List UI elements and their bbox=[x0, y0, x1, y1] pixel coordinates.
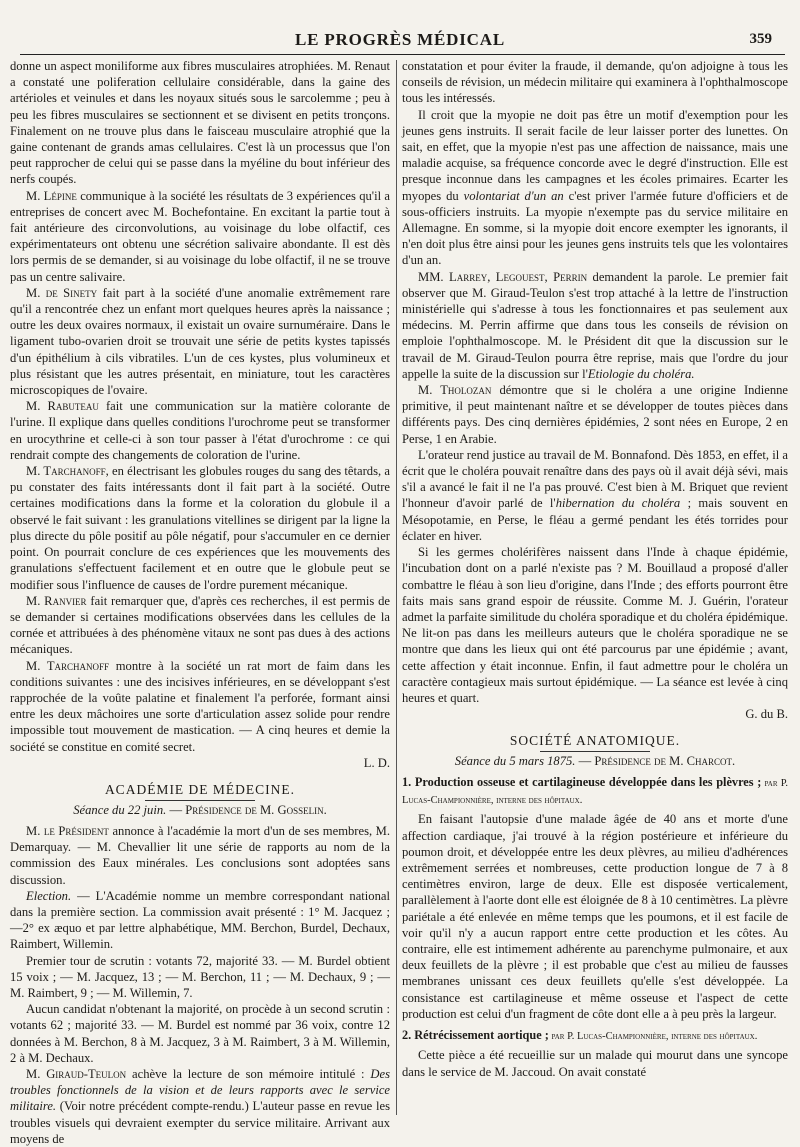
article-author: par P. Lucas-Championnière, interne des hôpitaux. bbox=[548, 1030, 758, 1042]
session-president: — Présidence de M. Gosselin. bbox=[166, 802, 327, 817]
paragraph bbox=[10, 1066, 390, 1147]
speaker-name: M. Rabuteau bbox=[26, 399, 99, 414]
header-rule bbox=[20, 54, 785, 55]
paragraph: Cette pièce a été recueillie sur un malade qui mourut dans une syncope dans le service de M. Jaccoud. On avait constaté bbox=[402, 1048, 788, 1079]
column-divider bbox=[396, 60, 397, 1115]
paragraph-text: communique à la société les résultats de 3 expériences qu'il a entreprises de concert avec M. Bochefontaine. En excitant la partie tout à fait antérieure des circonvolutions, au voisinage du lobe olfactif, ces expérimentateurs ont obtenu une sécrétion salivaire abondante. Il est dès lors permis de se demander, si au voisinage du lobe olfactif, il ne se trouve pas un centre salivaire. bbox=[10, 188, 390, 284]
italic-term: volontariat d'un an bbox=[463, 188, 564, 203]
speaker-name: M. Tarchanoff bbox=[26, 658, 110, 673]
section-rule bbox=[145, 800, 255, 801]
section-title: SOCIÉTÉ ANATOMIQUE. bbox=[509, 733, 681, 749]
paragraph bbox=[10, 188, 390, 285]
italic-term: Etiologie du choléra. bbox=[587, 366, 695, 381]
paragraph bbox=[402, 107, 788, 269]
session-line bbox=[10, 803, 390, 818]
speaker-name: M. de Sinety bbox=[26, 285, 98, 300]
speaker-name: M. Giraud-Teulon bbox=[26, 1066, 127, 1081]
paragraph: En faisant l'autopsie d'une malade âgée de 40 ans et morte d'une affection cardiaque, j'ai trouvé à la région postérieure et inférieure du poumon droit, et développée entre les deux plèvres, au milieu d'adhérences extrêmement serrées et nombreuses, cette production longue de 7 à 8 centimètres environ, large de deux. Elle est disposée verticalement, parallèlement à l'aorte dont elle est éloignée de 8 à 10 centimètres. La plèvre pariétale a été enlevée en même temps que les poumons, et il est facile de voir qu'il n'y a aucun rapport entre cette production et les côtes. Au contraire, elle est intimement adhérente au parenchyme pulmonaire, et aux deux feuillets de la plèvre ; il est probable que c'est au milieu de fausses membranes unissant ces deux feuillets qu'elle s'est développée. La consistance est cartilagineuse et même osseuse et l'aspect de cette production est celui d'un fragment de côte dont elle a à peu près la largeur. bbox=[402, 812, 788, 1021]
paragraph: Si les germes cholérifères naissent dans l'Inde à chaque épidémie, l'incubation dont on a parlé n'existe pas ? M. Bouillaud a proposé d'aller combattre le fléau à son lieu d'origine, dans l'Inde ; des efforts pourront être faits mais sans grand espoir de réussite. Comme M. J. Guérin, l'orateur admet la parfaite similitude du choléra sporadique et du choléra épidémique. Ne lit-on pas dans les meilleurs auteurs que le choléra sporadique ne se montre que dans les lieux qui ont été parcourus par une épidémie ; avant, cette affection y était inconnue. Enfin, il faut admettre pour le choléra un caractère contagieux mais surtout épidémique. — La séance est levée à cinq heures et quart. bbox=[402, 545, 788, 705]
paragraph-text: démontre que si le choléra a une origine Indienne primitive, il peut maintenant naître et se développer de toutes pièces dans différents pays. Des cinq dernières épidémies, 2 sont nées en Europe, 2 en Perse, 1 en Arabie. bbox=[402, 383, 788, 446]
paragraph-text: ; mais souvent en Mésopotamie, en Perse, le fléau a germé pendant les étés torrides pour éclater en hiver. bbox=[402, 496, 788, 543]
speaker-name: M. Ranvier bbox=[26, 593, 87, 608]
paragraph bbox=[10, 658, 390, 755]
paragraph-text: demandent la parole. Le premier fait observer que M. Giraud-Teulon s'est trop attaché à la lettre de l'instruction ministérielle qui s'adresse à tous les fonctionnaires et pas seulement aux médecins. M. Perrin affirme que dans tous les conseils de révision on emploie l'ophthalmoscope. M. le Président dit que la discussion sur le travail de M. Giraud-Teulon pourra être reprise, mais que l'ordre du jour appelle la suite de la discussion sur l' bbox=[402, 269, 788, 381]
signature: L. D. bbox=[363, 755, 390, 770]
paragraph bbox=[10, 463, 390, 593]
session-date: Séance du 5 mars 1875. bbox=[454, 754, 576, 769]
paragraph bbox=[402, 447, 788, 544]
right-column bbox=[402, 58, 788, 1080]
paragraph-text: montre à la société un rat mort de faim dans les conditions suivantes : une des incisives inférieures, en se développant s'est rapprochée de la voûte palatine et finalement l'a perforée, formant ainsi entre les deux mâchoires une sorte d'articulation assez solide pour rendre impossible tout mouvement de mastication. — A cinq heures et demie la société se constitue en comité secret. bbox=[10, 658, 390, 754]
paragraph-text: (Voir notre précédent compte-rendu.) L'auteur passe en revue les troubles visuels qui devraient exempter du service militaire. Arrivant aux moyens de bbox=[10, 1099, 390, 1146]
journal-title: LE PROGRÈS MÉDICAL bbox=[295, 30, 505, 49]
paragraph bbox=[10, 823, 390, 888]
italic-term: hibernation du choléra bbox=[555, 496, 681, 511]
memoir-title: Des troubles fonctionnels de la vision et de leurs rapports avec le service militaire. bbox=[10, 1066, 390, 1114]
paragraph-text: Il croit que la myopie ne doit pas être un motif d'exemption pour les jeunes gens instruits. Il serait facile de leur laisser porter des lunettes. On sait, en effet, que la myopie n'est pas une affection de naissance, mais une maladie acquise, sa fréquence concorde avec le degré d'instruction. Elle est presque inconnue dans les campagnes et les écoles primaires. Ecarter les myopes du bbox=[402, 107, 788, 203]
paragraph-text: c'est priver l'armée future d'officiers et de sous-officiers instruits. La myopie n'exempte pas du service militaire en Allemagne. En somme, si la myopie doit encore exempter les ignorants, il n'en doit plus être ainsi pour les jeunes gens instruits tels que les volontaires d'un an. bbox=[402, 188, 788, 268]
paragraph-text: fait remarquer que, d'après ces recherches, il est permis de se demander si certaines modifications observées dans les cellules de la cornée et attribuées à des phénomène vitaux ne sont pas dues à des actions mécaniques. bbox=[10, 593, 390, 657]
paragraph bbox=[10, 888, 390, 953]
section-rule bbox=[540, 751, 650, 752]
speaker-name: M. Tholozan bbox=[418, 383, 492, 398]
page-number: 359 bbox=[749, 31, 772, 47]
speaker-name: M. Tarchanoff bbox=[26, 464, 106, 479]
paragraph: donne un aspect moniliforme aux fibres musculaires atrophiées. M. Renaut a constaté une poliferation cellulaire considérable, dans la gaine des artérioles et veinules et dans les noyaux situés sous le sarcolemme ; peu à peu les fibres musculaires se sectionnent et se divisent en petits tronçons. Finalement on ne trouve plus dans le faisceau musculaire atrophié que la gaine contenant de grands amas cellulaires. C'est là un processus que l'on peut rapprocher de celui qui se passe dans la myéline du bout inférieur des nerfs coupés. bbox=[10, 59, 390, 187]
paragraph-text: fait part à la société d'une anomalie extrêmement rare qu'il a rencontrée chez un enfant mort quelques heures après la naissance ; outre les deux ovaires normaux, il existait un ovaire surnuméraire. Dans le ligament tubo-ovarien droit se trouvait une série de petits kystes tapissés d'un épithélium à cils vibratiles. L'un de ces kystes, plus volumineux et plus résistant que les autres présentait, en miniature, tout les caractères microscopiques de l'ovaire. bbox=[10, 285, 390, 398]
article-title: 2. Rétrécissement aortique ; bbox=[402, 1027, 549, 1042]
paragraph-text: — L'Académie nomme un membre correspondant national dans la première section. La commission avait présenté : 1° M. Jacquez ; —2° ex æquo et par lettre alphabétique, MM. Berchon, Burdel, Dechaux, Raimbert, Willemin. bbox=[10, 888, 390, 952]
paragraph: Aucun candidat n'obtenant la majorité, on procède à un second scrutin : votants 62 ; majorité 33. — M. Burdel est nommé par 36 voix, contre 12 données à M. Berchon, 8 à M. Jacquez, 3 à M. Raimbert, 3 à M. Willemin, 2 à M. Dechaux. bbox=[10, 1002, 390, 1065]
session-line bbox=[402, 754, 788, 769]
paragraph bbox=[10, 398, 390, 463]
paragraph-text: , en électrisant les globules rouges du sang des têtards, a pu constater des faits intéressants dont il fait part à la société. Outre certaines modifications dans la forme et la coloration du globule il a observé le fait suivant : les granulations vitellines se dirigent par la ligne la plus directe du pôle positif au pôle négatif, pour s'accumuler en ce dernier point. On pourrait conclure de ces expériences que les mouvements des granulations s'effectuent facilement et en outre que le globule peut se modifier sous l'influence de causes de l'ordre purement mécanique. bbox=[10, 464, 390, 592]
left-column bbox=[10, 58, 390, 1147]
article-heading bbox=[402, 775, 788, 808]
speaker-name: MM. Larrey, Legouest, Perrin bbox=[418, 269, 588, 284]
speaker-name: M. Lépine bbox=[26, 188, 77, 203]
paragraph bbox=[10, 285, 390, 398]
session-president: — Présidence de M. Charcot. bbox=[575, 754, 736, 769]
paragraph: Premier tour de scrutin : votants 72, majorité 33. — M. Burdel obtient 15 voix ; — M. Jacquez, 13 ; — M. Berchon, 11 ; — M. Dechaux, 9 ; — M. Raimbert, 9 ; — M. Willemin, 7. bbox=[10, 953, 390, 1000]
section-title: ACADÉMIE DE MÉDECINE. bbox=[104, 781, 296, 797]
paragraph-text: achève la lecture de son mémoire intitulé : bbox=[126, 1066, 371, 1081]
paragraph-text: annonce à l'académie la mort d'un de ses membres, M. Demarquay. — M. Chevallier lit une série de rapports au nom de la commission des Eaux minérales. Les conclusions sont adoptées sans discussion. bbox=[10, 823, 390, 887]
article-author: par P. Lucas-Championnière, interne des hôpitaux. bbox=[402, 778, 788, 806]
speaker-name: M. le Président bbox=[26, 823, 109, 838]
signature: G. du B. bbox=[745, 707, 788, 722]
article-heading bbox=[402, 1028, 788, 1045]
running-head bbox=[20, 30, 780, 52]
paragraph bbox=[402, 269, 788, 382]
election-label: Election. bbox=[26, 888, 72, 903]
paragraph bbox=[402, 382, 788, 447]
article-title: 1. Production osseuse et cartilagineuse développée dans les plèvres ; bbox=[402, 775, 762, 790]
paragraph bbox=[10, 593, 390, 658]
paragraph-text: L'orateur rend justice au travail de M. Bonnafond. Dès 1853, en effet, il a écrit que le choléra pouvait renaître dans des pays où il avait déjà sévi, mais s'il a avancé le fait il ne l'a pas prouvé. C'est bien à M. Briquet que revient l'honneur d'avoir parlé de l' bbox=[402, 447, 788, 511]
paragraph: constatation et pour éviter la fraude, il demande, qu'on adjoigne à tous les conseils de révision, un médecin militaire qui examinera à l'ophthalmoscope tous les intéressés. bbox=[402, 59, 788, 106]
session-date: Séance du 22 juin. bbox=[73, 802, 167, 817]
paragraph-text: fait une communication sur la matière colorante de l'urine. Il explique dans quelles conditions l'urochrome peut se transformer en urocythrine et celle-ci à son tour passer à l'état d'urochrome : ce qui rendrait compte des changements de coloration de l'urine. bbox=[10, 399, 390, 462]
